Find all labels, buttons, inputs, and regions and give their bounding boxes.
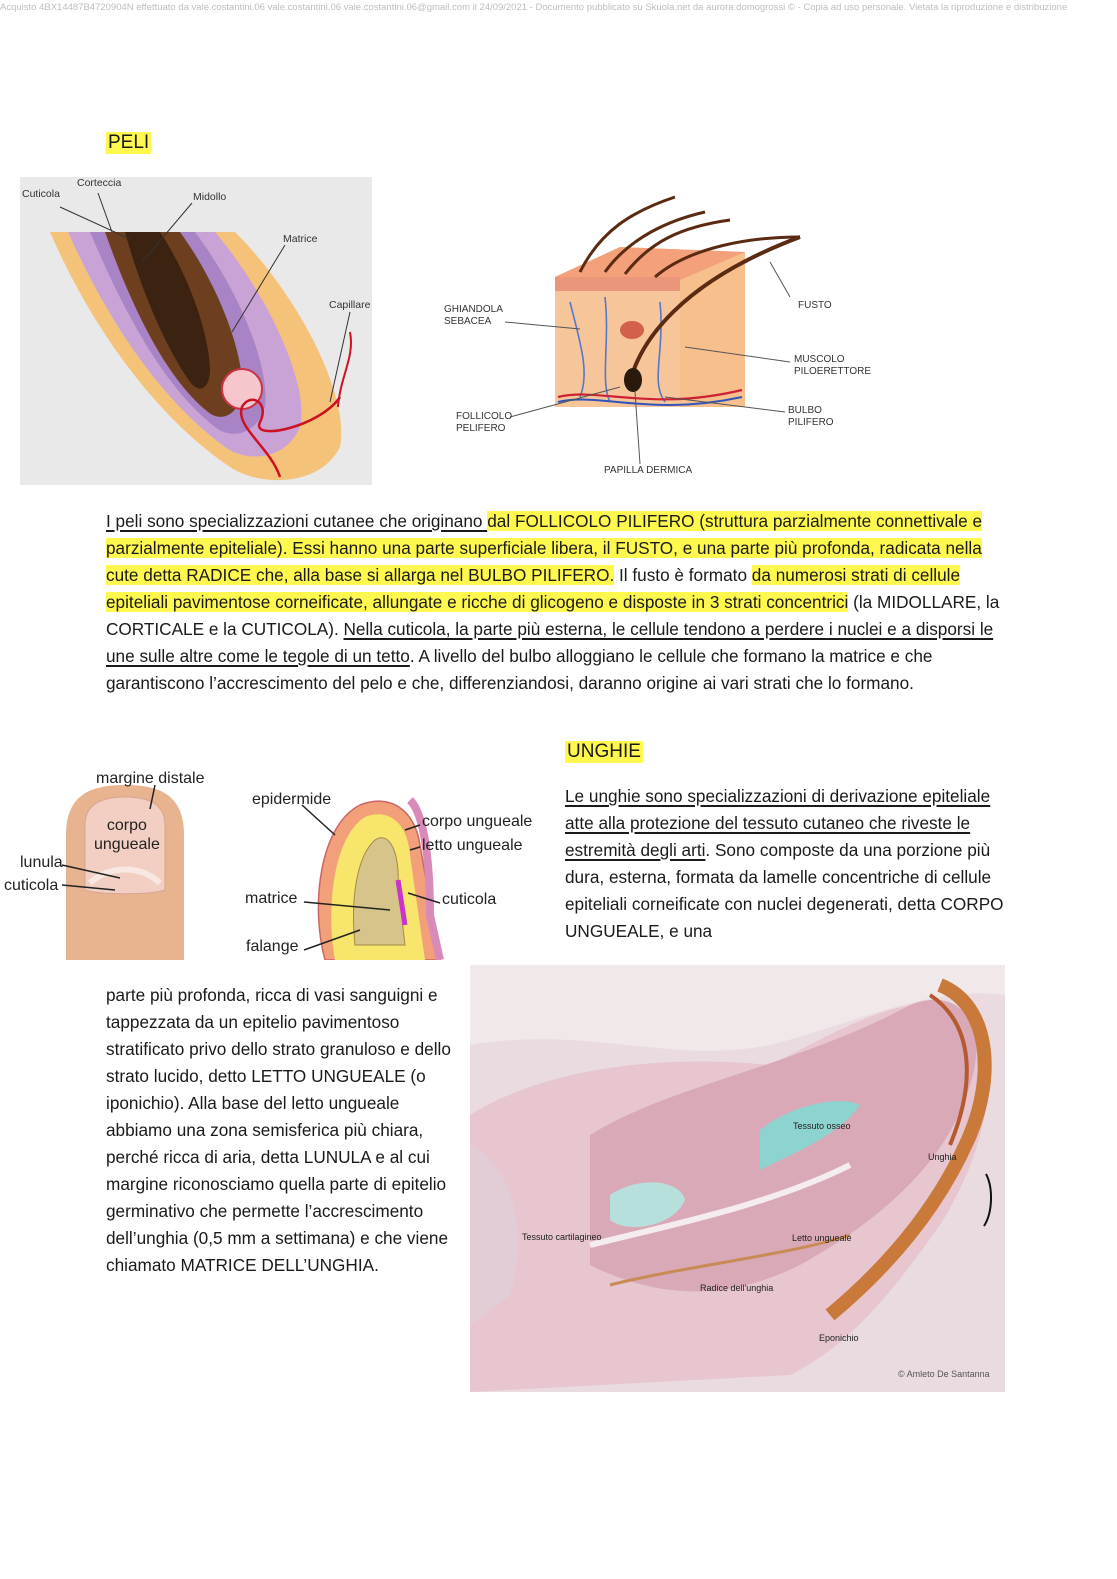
label-corteccia: Corteccia <box>77 177 122 189</box>
unghie-paragraph-1 <box>565 783 1010 945</box>
hair-follicle-diagram <box>20 177 372 485</box>
label-letto-ungueale: letto ungueale <box>422 837 523 854</box>
image-credit: © Amleto De Santanna <box>898 1369 990 1379</box>
peli-text-follicolo: dal FOLLICOLO PILIFERO ( <box>487 511 706 531</box>
unghie-text-letto: parte più profonda, ricca di vasi sanguigni e tappezzata da un epitelio pavimentoso stratificato privo dello strato granuloso e dello strato lucido, detto LETTO UNGUEALE (o iponichio). Alla base del letto ungueale abbiamo una zona semisferica più chiara, perché ricca di aria, detta LUNULA e al cui margine riconosciamo quella parte di epitelio germinativo che permette l’accrescimento dell’unghia (0,5 mm a settimana) e che viene chiamato MATRICE DELL’UNGHIA. <box>106 985 451 1275</box>
label-tessuto-cartilagineo: Tessuto cartilagineo <box>522 1232 602 1242</box>
label-letto-ungueale-histo: Letto ungueale <box>792 1233 852 1243</box>
label-midollo: Midollo <box>193 191 227 203</box>
label-unghia: Unghia <box>928 1152 957 1162</box>
peli-text-bulbo: . A livello del bulbo alloggiano le cellule che formano la matrice e che garantiscono l’accrescimento del pelo e che, differenziandosi, daranno origine ai vari strati che lo formano. <box>106 646 933 693</box>
label-radice-unghia: Radice dell'unghia <box>700 1283 774 1293</box>
label-muscolo-piloerettore: MUSCOLO PILOERETTORE <box>794 354 872 377</box>
label-matrice-section: matrice <box>245 890 298 907</box>
label-corpo-ungueale: corpo ungueale <box>94 817 160 853</box>
label-papilla-dermica: PAPILLA DERMICA <box>604 465 693 476</box>
label-corpo-ungueale-section: corpo ungueale <box>422 813 533 830</box>
label-cuticola-section: cuticola <box>442 891 497 908</box>
section-title-peli: PELI <box>108 132 150 153</box>
label-capillare: Capillare <box>329 299 371 311</box>
label-fusto: FUSTO <box>798 300 832 311</box>
label-bulbo-pilifero: BULBO PILIFERO <box>788 405 834 428</box>
unghie-text-intro: Le unghie sono specializzazioni di derivazione epiteliale atte alla protezione del tessuto cutaneo che riveste le estremità degli arti <box>565 786 991 860</box>
label-follicolo-pelifero: FOLLICOLO PELIFERO <box>456 411 513 434</box>
label-epidermide: epidermide <box>252 791 332 808</box>
label-falange: falange <box>246 938 299 955</box>
pen-mark-bracket <box>980 1172 996 1228</box>
label-matrice: Matrice <box>283 233 318 245</box>
label-tessuto-osseo: Tessuto osseo <box>793 1121 851 1131</box>
label-cuticola-nail: cuticola <box>4 877 59 894</box>
label-margine-distale: margine distale <box>96 770 205 787</box>
nail-histology-image <box>470 965 1005 1392</box>
unghie-text-corpo: . Sono composte da una porzione più dura, esterna, formata da lamelle concentriche di cellule epiteliali corneificate con nuclei degenerati, detta CORPO UNGUEALE, e una <box>565 840 1004 941</box>
peli-text-fusto: Il fusto è formato <box>614 565 752 585</box>
peli-text-strati-nomi: (la MIDOLLARE, la CORTICALE e la CUTICOLA). <box>106 592 1000 639</box>
label-lunula: lunula <box>20 854 63 871</box>
label-ghiandola-sebacea: GHIANDOLA SEBACEA <box>444 304 503 327</box>
peli-text-intro: I peli sono specializzazioni cutanee che originano <box>106 511 488 531</box>
skin-hair-diagram <box>430 192 890 482</box>
nail-external-diagram <box>0 765 215 960</box>
peli-text-strati: da numerosi strati di cellule epiteliali pavimentose corneificate, allungate e ricche di glicogeno e disposte in 3 strati concentrici <box>106 565 961 612</box>
watermark-text: Acquisto 4BX14487B4720904N effettuato da vale.costantini.06 vale.costantini.06 vale.costantini.06@gmail.com il 24/09/2021 - Documento pubblicato su Skuola.net da aurora.domogrossi © - Copia ad uso personale. Vietata la riproduzione e distribuzione <box>0 2 1068 13</box>
nail-section-diagram <box>240 785 550 960</box>
section-title-unghie: UNGHIE <box>567 741 641 762</box>
label-eponichio: Eponichio <box>819 1333 859 1343</box>
unghie-paragraph-2 <box>106 982 458 1279</box>
peli-text-cuticola: Nella cuticola, la parte più esterna, le cellule tendono a perdere i nuclei e a disporsi le une sulle altre come le tegole di un tetto <box>106 619 994 666</box>
label-cuticola: Cuticola <box>22 188 60 200</box>
peli-text-struttura: struttura parzialmente connettivale e parzialmente epiteliale). Essi hanno una parte superficiale libera, il FUSTO, e una parte più profonda, radicata nella cute detta RADICE che, alla base si allarga nel BULBO PILIFERO. <box>106 511 983 585</box>
peli-paragraph <box>106 508 1008 697</box>
